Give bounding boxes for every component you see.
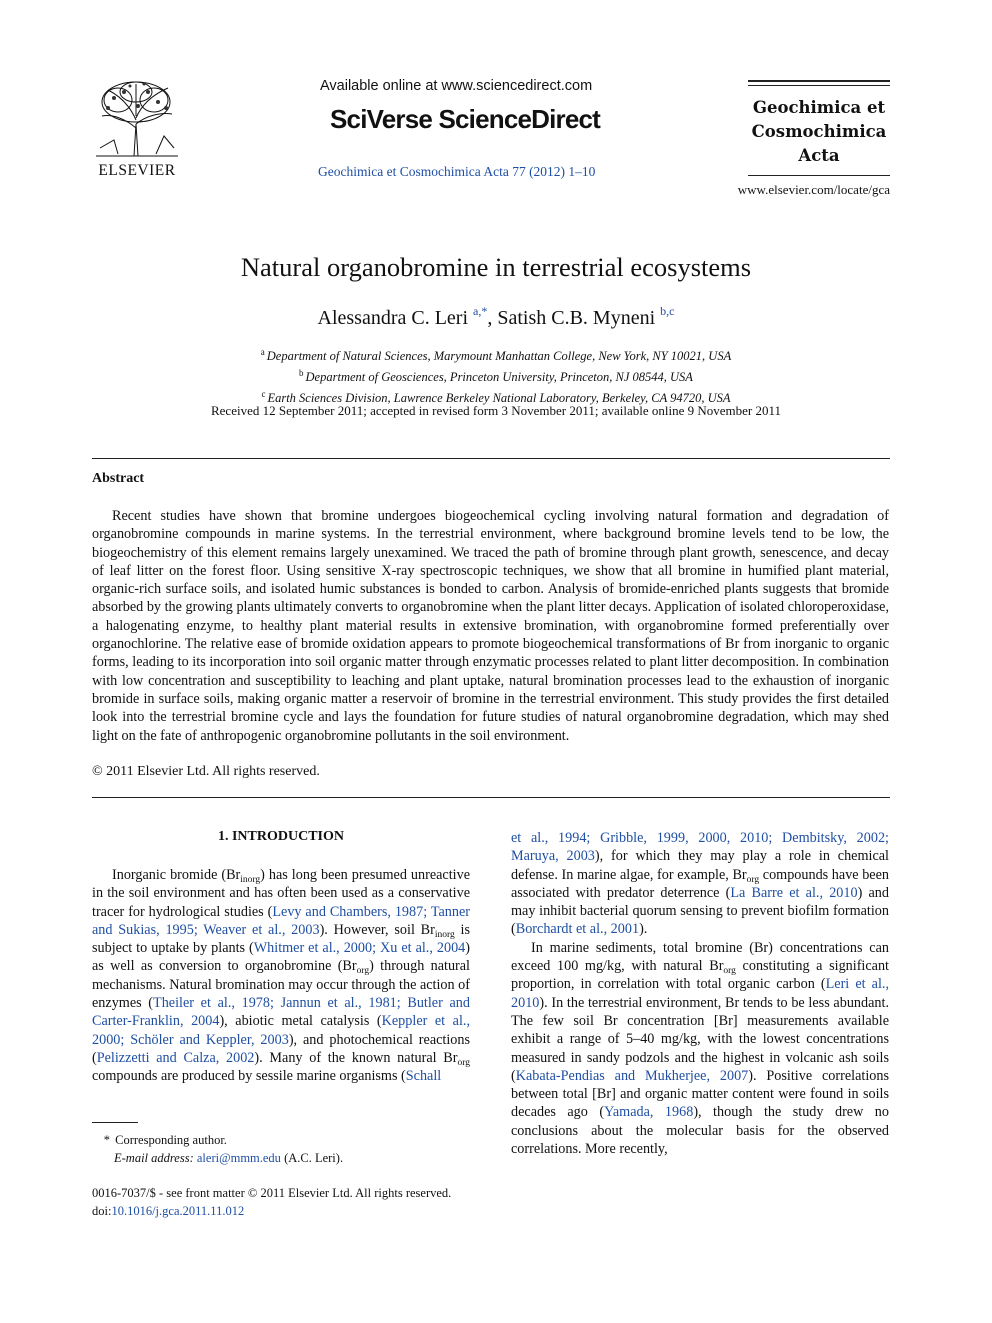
journal-title-rule-top bbox=[748, 80, 890, 82]
affiliation-text: Earth Sciences Division, Lawrence Berkeley National Laboratory, Berkeley, CA 94720, USA bbox=[267, 391, 731, 405]
front-matter-line: 0016-7037/$ - see front matter © 2011 Elsevier Ltd. All rights reserved. bbox=[92, 1186, 452, 1200]
corresponding-author-label: Corresponding author. bbox=[115, 1133, 227, 1147]
body-column-right bbox=[511, 829, 889, 1158]
corresponding-author-line bbox=[92, 1131, 343, 1149]
affiliation-text: Department of Geosciences, Princeton University, Princeton, NJ 08544, USA bbox=[305, 370, 693, 384]
affiliation-text: Department of Natural Sciences, Marymount Manhattan College, New York, NY 10021, USA bbox=[266, 349, 732, 363]
abstract-heading: Abstract bbox=[92, 471, 145, 486]
affiliation bbox=[0, 365, 992, 386]
author-affiliation-marker[interactable]: a,* bbox=[473, 304, 488, 318]
affiliation bbox=[0, 344, 992, 365]
email-line bbox=[92, 1149, 343, 1167]
elsevier-tree-icon bbox=[94, 78, 180, 158]
email-owner: (A.C. Leri). bbox=[284, 1151, 344, 1165]
journal-title-line: Geochimica et bbox=[752, 98, 886, 117]
author-name: Satish C.B. Myneni bbox=[497, 307, 656, 329]
author-affiliation-marker[interactable]: b,c bbox=[660, 304, 675, 318]
section-heading: 1. INTRODUCTION bbox=[217, 829, 344, 844]
paragraph: et al., 1994; Gribble, 1999, 2000, 2010; Dembitsky, 2002; Maruya, 2003), for which they may play a role in chemical defense. In marine algae, for example, $Br_{org}$ compounds have been associated with predator deterrence (La Barre et al., 2010) and may inhibit bacterial quorum sensing to prevent biofilm formation (Borchardt et al., 2001). bbox=[511, 830, 889, 938]
doi-label: doi: bbox=[92, 1204, 112, 1218]
abstract-body: Recent studies have shown that bromine undergoes biogeochemical cycling involving natural formation and degradation of organobromine compounds in marine systems. In the terrestrial environment, where background bromine levels tend to be low, the biogeochemistry of this element remains largely unexamined. We traced the path of bromine through plant growth, senescence, and decay of leaf litter on the forest floor. Using sensitive X-ray spectroscopic techniques, we show that all bromine in humified plant material, organic-rich surface soils, and isolated humic substances is bonded to carbon. Analysis of bromide-enriched plants suggests that bromide absorbed by the growing plants ultimately converts to organobromine when the plant litter decays. Application of isolated chloroperoxidase, a halogenating enzyme, to healthy plant material results in extensive bromination, with organobromine formed preferentially over organochlorine. The relative ease of bromide oxidation appears to promote biogeochemical transformations of Br from inorganic to organic forms, leading to its incorporation into soil organic matter through enzymatic processes related to plant litter decomposition. In combination with low concentration and susceptibility to leaching and plant uptake, natural bromination processes lead to the exhaustion of inorganic bromide in surface soils, making organic matter a reservoir of bromine in the terrestrial environment. This study provides the first detailed look into the terrestrial bromine cycle and lays the foundation for future studies of natural organobromine degradation, which may shed light on the fate of anthropogenic organobromine pollutants in the soil environment. bbox=[92, 508, 889, 744]
journal-title-line: Cosmochimica bbox=[751, 122, 887, 141]
publisher-name: ELSEVIER bbox=[98, 162, 176, 179]
citation-link[interactable]: Borchardt et al., 2001 bbox=[515, 921, 640, 938]
journal-citation-link[interactable]: Geochimica et Cosmochimica Acta 77 (2012) 1–10 bbox=[318, 164, 596, 179]
citation-link[interactable]: Keppler et al., 2000; Schöler and Keppler, 2003 bbox=[92, 1013, 471, 1048]
citation-link[interactable]: Pelizzetti and Calza, 2002 bbox=[96, 1049, 255, 1066]
citation-link[interactable]: Whitmer et al., 2000; Xu et al., 2004 bbox=[253, 940, 466, 957]
paragraph: In marine sediments, total bromine (Br) concentrations can exceed 100 mg/kg, with natural $Br_{org}$ constituting a significant proportion, in correlation with total organic carbon (Leri et al., 2010). In the terrestrial environment, Br tends to be less abundant. The few soil Br concentration [Br] measurements available exhibit a range of 5–40 mg/kg, with the lowest concentrations measured in sandy podzols and the highest in volcanic ash soils (Kabata-Pendias and Mukherjee, 2007). Positive correlations between total [Br] and organic matter content were found in soils decades ago (Yamada, 1968), though the study drew no conclusions about the molecular basis for the observed correlations. More recently, bbox=[511, 939, 889, 1158]
author-separator: , bbox=[487, 307, 498, 329]
citation-link[interactable]: Schall bbox=[405, 1068, 442, 1085]
paragraph: Inorganic bromide $(Br_{inorg})$ has long been presumed unreactive in the soil environment and has often been used as a conservative tracer for hydrological studies (Levy and Chambers, 1987; Tanner and Sukias, 1995; Weaver et al., 2003). However, soil $Br_{inorg}$ is subject to uptake by plants (Whitmer et al., 2000; Xu et al., 2004) as well as conversion to organobromine $(Br_{org})$ through natural mechanisms. Natural bromination may occur through the action of enzymes (Theiler et al., 1978; Jannun et al., 1981; Butler and Carter-Franklin, 2004), abiotic metal catalysis (Keppler et al., 2000; Schöler and Keppler, 2003), and photochemical reactions (Pelizzetti and Calza, 2002). Many of the known natural $Br_{org}$ compounds are produced by sessile marine organisms (Schall bbox=[92, 867, 471, 1085]
journal-title bbox=[748, 96, 890, 168]
sciverse-sciencedirect-logo: SciVerse ScienceDirect bbox=[330, 104, 601, 134]
affiliation-marker: b bbox=[299, 368, 304, 378]
journal-homepage-link[interactable]: www.elsevier.com/locate/gca bbox=[737, 182, 890, 197]
footnote-corresponding bbox=[92, 1131, 343, 1167]
journal-title-rule-top-thin bbox=[748, 85, 890, 86]
abstract-rule-top bbox=[92, 458, 890, 459]
abstract-rule-bottom bbox=[92, 797, 890, 798]
email-link[interactable]: aleri@mmm.edu bbox=[196, 1151, 281, 1165]
citation-link[interactable]: Kabata-Pendias and Mukherjee, 2007 bbox=[515, 1067, 749, 1084]
affiliation-list bbox=[0, 344, 992, 407]
citation-link[interactable]: et al., 1994; Gribble, 1999, 2000, 2010; Dembitsky, 2002; Maruya, 2003 bbox=[511, 830, 889, 865]
abstract-copyright: © 2011 Elsevier Ltd. All rights reserved. bbox=[92, 764, 320, 779]
article-title: Natural organobromine in terrestrial ecosystems bbox=[240, 252, 752, 282]
citation-link[interactable]: Yamada, 1968 bbox=[604, 1104, 694, 1121]
affiliation-marker: a bbox=[260, 347, 265, 357]
author-list bbox=[0, 304, 992, 330]
footnote-marker: * bbox=[103, 1133, 110, 1147]
front-matter bbox=[92, 1184, 451, 1220]
available-online-text: Available online at www.sciencedirect.com bbox=[320, 78, 593, 94]
email-label: E-mail address: bbox=[114, 1151, 194, 1165]
article-history: Received 12 September 2011; accepted in revised form 3 November 2011; available online 9 November 2011 bbox=[210, 403, 781, 418]
journal-title-rule-bottom bbox=[748, 175, 890, 176]
body-column-left bbox=[92, 866, 470, 1086]
citation-link[interactable]: La Barre et al., 2010 bbox=[730, 884, 858, 901]
citation-link[interactable]: Theiler et al., 1978; Jannun et al., 1981; Butler and Carter-Franklin, 2004 bbox=[92, 995, 470, 1030]
author-name: Alessandra C. Leri bbox=[317, 307, 469, 329]
affiliation-marker: c bbox=[261, 389, 266, 399]
journal-title-line: Acta bbox=[798, 146, 840, 165]
doi-line bbox=[92, 1202, 451, 1220]
citation-link[interactable]: Levy and Chambers, 1987; Tanner and Sukias, 1995; Weaver et al., 2003 bbox=[92, 903, 470, 938]
citation-link[interactable]: Leri et al., 2010 bbox=[511, 976, 889, 1011]
elsevier-logo bbox=[90, 78, 184, 180]
doi-link[interactable]: 10.1016/j.gca.2011.11.012 bbox=[111, 1204, 245, 1218]
footnote-rule bbox=[92, 1122, 138, 1123]
